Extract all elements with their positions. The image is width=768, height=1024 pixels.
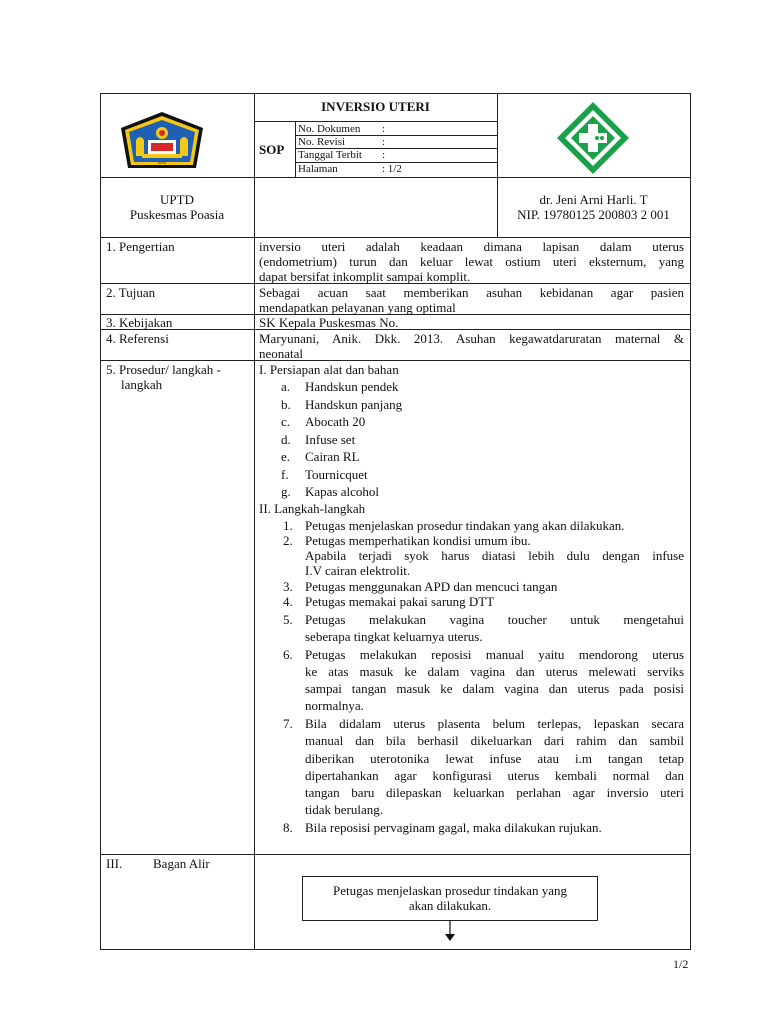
step-3-line-1: Petugas menggunakan APD dan mencuci tangan	[305, 579, 558, 594]
step-4-line-1: Petugas memakai pakai sarung DTT	[305, 594, 495, 609]
label-pengertian: 1. Pengertian	[106, 239, 175, 254]
org-name: UPTD	[160, 192, 194, 207]
referensi-line-1: Maryunani, Anik. Dkk. 2013. Asuhan kegawatdaruratan maternal &	[259, 331, 684, 346]
step-1-line-1: Petugas menjelaskan prosedur tindakan yang akan dilakukan.	[305, 518, 625, 533]
langkah-title: II. Langkah-langkah	[259, 501, 366, 516]
step-2-line-1: Petugas memperhatikan kondisi umum ibu.	[305, 533, 531, 548]
persiapan-item-g: Kapas alcohol	[305, 484, 380, 499]
persiapan-marker-a: a.	[281, 379, 291, 394]
step-5-line-2: seberapa tingkat keluarnya uterus.	[305, 629, 483, 644]
referensi-line-2: neonatal	[259, 346, 304, 361]
persiapan-marker-f: f.	[281, 467, 289, 482]
pengertian-line-1: inversio uteri adalah keadaan dimana lapisan dalam uterus	[259, 239, 684, 254]
label-referensi: 4. Referensi	[106, 331, 169, 346]
step-marker-4: 4.	[283, 594, 293, 609]
field-label-no-dokumen: No. Dokumen	[298, 123, 361, 135]
persiapan-item-e: Cairan RL	[305, 449, 360, 464]
field-label-halaman: Halaman	[298, 163, 338, 175]
persiapan-marker-b: b.	[281, 397, 291, 412]
flow-arrow-down	[444, 920, 456, 942]
field-value-no-revisi: :	[382, 136, 386, 148]
tujuan-line-1: Sebagai acuan saat memberikan asuhan kebidanan agar pasien	[259, 285, 684, 300]
field-value-no-dokumen: :	[382, 123, 386, 135]
step-7-line-4: dipertahankan agar konfigurasi uterus kembali normal dan	[305, 768, 684, 783]
step-marker-6: 6.	[283, 647, 293, 662]
label-tujuan: 2. Tujuan	[106, 285, 156, 300]
kebijakan-text: SK Kepala Puskesmas No.	[259, 315, 399, 330]
field-value-tanggal-terbit: :	[382, 149, 386, 161]
signer-name: dr. Jeni Arni Harli. T	[539, 192, 648, 207]
tujuan-line-2: mendapatkan pelayanan yang optimal	[259, 300, 456, 315]
label-kebijakan: 3. Kebijakan	[106, 315, 173, 330]
step-2-line-3: I.V cairan elektrolit.	[305, 563, 411, 578]
signer-nip: NIP. 19780125 200803 2 001	[517, 207, 670, 222]
persiapan-marker-c: c.	[281, 414, 291, 429]
step-7-line-3: diberikan uterotonika lewat infuse atau i.m tangan tetap	[305, 751, 684, 766]
pengertian-line-3: dapat bersifat inkomplit sampai komplit.	[259, 269, 471, 284]
step-marker-3: 3.	[283, 579, 293, 594]
label-prosedur-1: 5. Prosedur/ langkah -	[106, 362, 221, 377]
sop-label: SOP	[259, 142, 285, 157]
step-marker-7: 7.	[283, 716, 293, 731]
persiapan-item-f: Tournicquet	[305, 467, 368, 482]
step-marker-8: 8.	[283, 820, 293, 835]
step-2-line-2: Apabila terjadi syok harus diatasi lebih dulu dengan infuse	[305, 548, 684, 563]
org-sub: Puskesmas Poasia	[129, 207, 225, 222]
persiapan-item-b: Handskun panjang	[305, 397, 403, 412]
persiapan-item-d: Infuse set	[305, 432, 356, 447]
step-8-line-1: Bila reposisi pervaginam gagal, maka dilakukan rujukan.	[305, 820, 602, 835]
field-label-no-revisi: No. Revisi	[298, 136, 346, 148]
label-bagan-text: Bagan Alir	[153, 856, 210, 871]
flowchart-box	[302, 876, 598, 921]
step-marker-5: 5.	[283, 612, 293, 627]
persiapan-marker-g: g.	[281, 484, 291, 499]
pengertian-line-2: (endometrium) turun dan keluar lewat ostium uteri eksternum, yang	[259, 254, 684, 269]
step-6-line-3: sampai tangan masuk ke dalam vagina dan uterus pada posisi	[305, 681, 684, 696]
step-7-line-6: tidak berulang.	[305, 802, 383, 817]
persiapan-title: I. Persiapan alat dan bahan	[259, 362, 399, 377]
step-7-line-2: manual dan bila berhasil dikeluarkan dari rahim dan sambil	[305, 733, 684, 748]
document-title: INVERSIO UTERI	[321, 99, 430, 114]
flow-box-line-1: Petugas menjelaskan prosedur tindakan yang	[333, 883, 567, 898]
step-7-line-1: Bila didalam uterus plasenta belum terlepas, lepaskan secara	[305, 716, 684, 731]
page-number: 1/2	[673, 957, 689, 971]
label-prosedur-2: langkah	[121, 377, 163, 392]
step-6-line-1: Petugas melakukan reposisi manual yaitu mendorong uterus	[305, 647, 684, 662]
puskesmas-logo	[555, 100, 631, 176]
field-value-halaman: : 1/2	[382, 163, 402, 175]
persiapan-item-c: Abocath 20	[305, 414, 366, 429]
step-7-line-5: tangan baru dilepaskan keluarkan perlahan agar inversio uteri	[305, 785, 684, 800]
step-5-line-1: Petugas melakukan vagina toucher untuk mengetahui	[305, 612, 684, 627]
flow-box-line-2: akan dilakukan.	[408, 898, 492, 913]
persiapan-marker-e: e.	[281, 449, 291, 464]
step-marker-1: 1.	[283, 518, 293, 533]
persiapan-marker-d: d.	[281, 432, 291, 447]
step-marker-2: 2.	[283, 533, 293, 548]
step-6-line-4: normalnya.	[305, 698, 364, 713]
field-label-tanggal-terbit: Tanggal Terbit	[298, 149, 362, 161]
step-6-line-2: ke atas masuk ke dalam vagina dan uterus melewati serviks	[305, 664, 684, 679]
logo-caption: KOTA KENDARI	[155, 161, 169, 169]
label-bagan-num: III.	[106, 856, 123, 871]
persiapan-item-a: Handskun pendek	[305, 379, 399, 394]
city-emblem-logo	[118, 110, 206, 172]
